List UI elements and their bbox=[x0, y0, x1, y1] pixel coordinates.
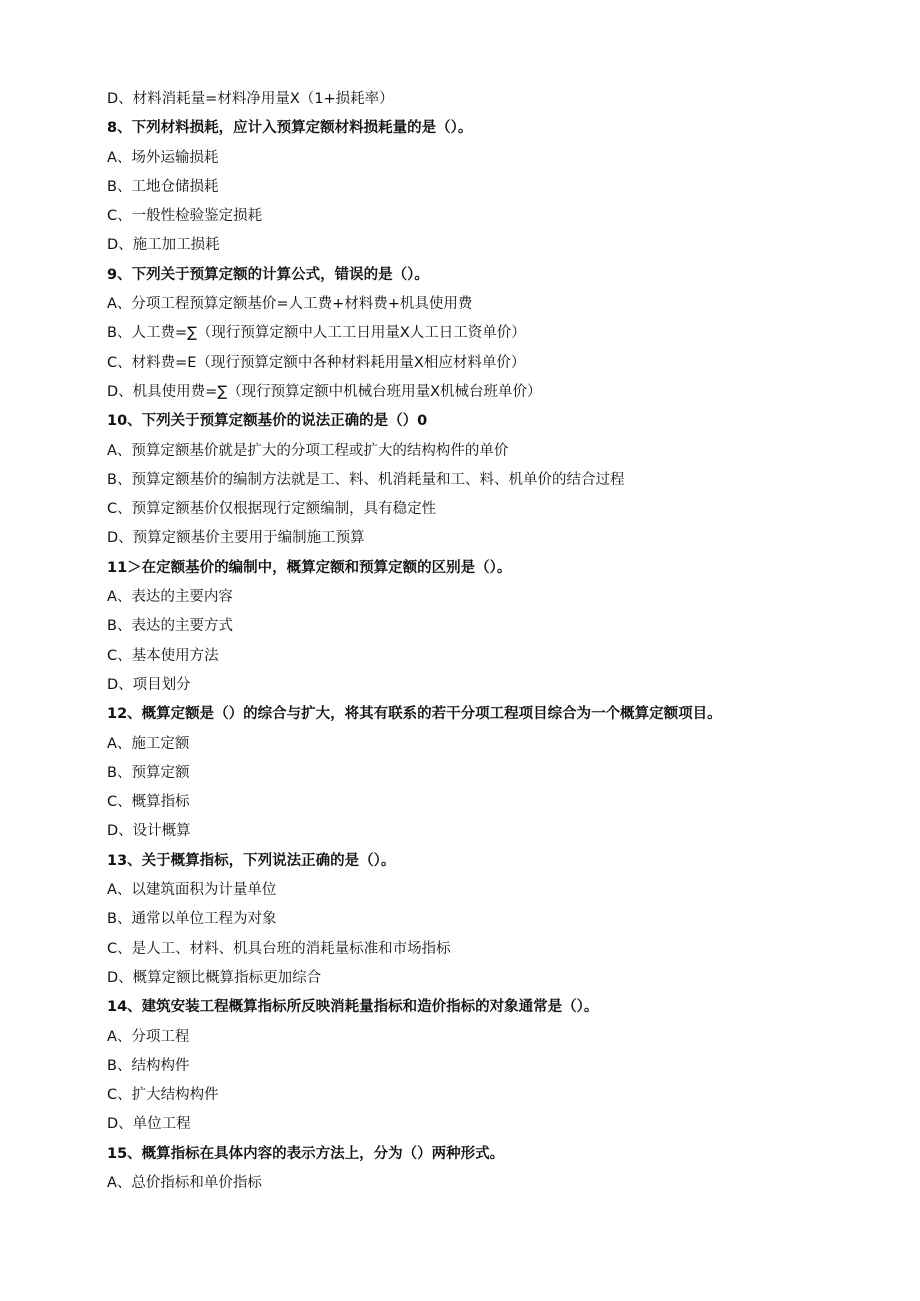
question-text: 9、下列关于预算定额的计算公式，错误的是（）。 bbox=[107, 266, 429, 283]
answer-option: D、机具使用费=∑（现行预算定额中机械台班用量X机械台班单价） bbox=[107, 383, 542, 400]
answer-option: D、设计概算 bbox=[107, 823, 191, 840]
answer-option: C、扩大结构构件 bbox=[107, 1087, 219, 1104]
answer-option: C、材料费=E（现行预算定额中各种材料耗用量X相应材料单价） bbox=[107, 354, 526, 371]
question-text: 8、下列材料损耗，应计入预算定额材料损耗量的是（）。 bbox=[107, 120, 473, 137]
answer-option: D、预算定额基价主要用于编制施工预算 bbox=[107, 530, 365, 547]
answer-option: D、材料消耗量=材料净用量X（1+损耗率） bbox=[107, 91, 394, 107]
question-text: 10、下列关于预算定额基价的说法正确的是（）0 bbox=[107, 413, 428, 430]
answer-option: B、预算定额 bbox=[107, 764, 190, 781]
answer-option: D、项目划分 bbox=[107, 676, 191, 693]
answer-option: A、施工定额 bbox=[107, 735, 190, 752]
answer-option: D、单位工程 bbox=[107, 1116, 191, 1133]
question-text: 14、建筑安装工程概算指标所反映消耗量指标和造价指标的对象通常是（）。 bbox=[107, 999, 599, 1016]
answer-option: D、概算定额比概算指标更加综合 bbox=[107, 969, 322, 986]
answer-option: C、一般性检验鉴定损耗 bbox=[107, 208, 263, 225]
answer-option: A、场外运输损耗 bbox=[107, 149, 219, 166]
answer-option: C、是人工、材料、机具台班的消耗量标准和市场指标 bbox=[107, 940, 451, 957]
answer-option: C、基本使用方法 bbox=[107, 647, 219, 664]
question-text: 15、概算指标在具体内容的表示方法上，分为（）两种形式。 bbox=[107, 1145, 505, 1162]
answer-option: A、分项工程预算定额基价=人工费+材料费+机具使用费 bbox=[107, 296, 473, 313]
answer-option: B、工地仓储损耗 bbox=[107, 178, 219, 195]
answer-option: D、施工加工损耗 bbox=[107, 237, 220, 254]
answer-option: B、结构构件 bbox=[107, 1057, 190, 1074]
question-text: 11＞在定额基价的编制中，概算定额和预算定额的区别是（）。 bbox=[107, 559, 512, 576]
answer-option: C、概算指标 bbox=[107, 794, 190, 811]
answer-option: A、以建筑面积为计量单位 bbox=[107, 882, 277, 899]
answer-option: A、表达的主要内容 bbox=[107, 589, 233, 606]
answer-option: B、表达的主要方式 bbox=[107, 618, 233, 635]
answer-option: A、分项工程 bbox=[107, 1028, 190, 1045]
answer-option: C、预算定额基价仅根据现行定额编制，具有稳定性 bbox=[107, 501, 437, 518]
question-text: 12、概算定额是（）的综合与扩大，将其有联系的若干分项工程项目综合为一个概算定额项目。 bbox=[107, 706, 722, 723]
answer-option: B、人工费=∑（现行预算定额中人工工日用量X人工日工资单价） bbox=[107, 325, 526, 342]
answer-option: A、预算定额基价就是扩大的分项工程或扩大的结构构件的单价 bbox=[107, 442, 509, 459]
question-text: 13、关于概算指标，下列说法正确的是（）。 bbox=[107, 852, 396, 869]
answer-option: A、总价指标和单价指标 bbox=[107, 1174, 262, 1191]
answer-option: B、通常以单位工程为对象 bbox=[107, 911, 277, 928]
answer-option: B、预算定额基价的编制方法就是工、料、机消耗量和工、料、机单价的结合过程 bbox=[107, 471, 625, 488]
document-page bbox=[107, 85, 887, 1198]
